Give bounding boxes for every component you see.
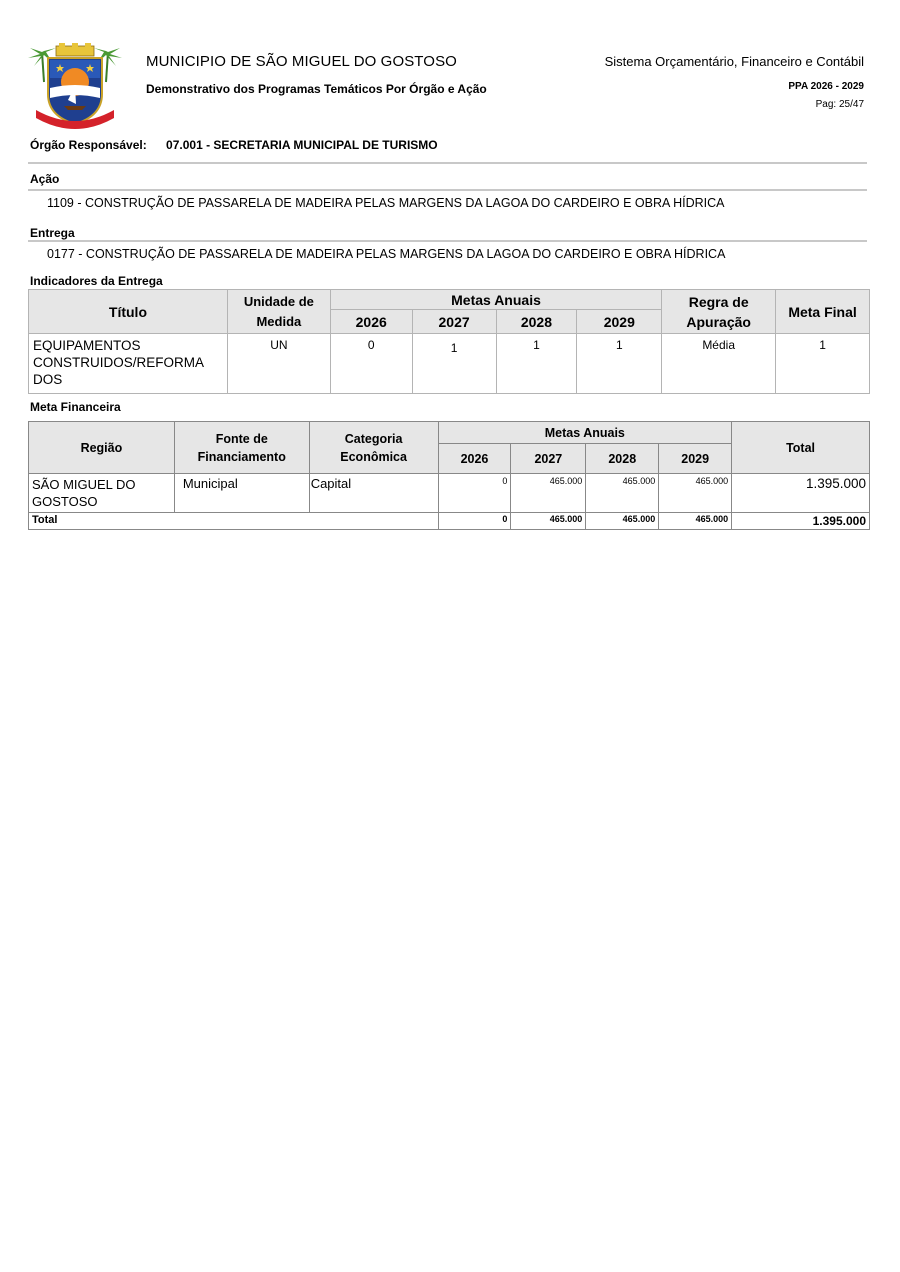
indicador-titulo: [29, 334, 228, 394]
header-unidade-line1: Unidade de: [243, 293, 314, 309]
municipality-name: MUNICIPIO DE SÃO MIGUEL DO GOSTOSO: [146, 53, 457, 70]
system-name: Sistema Orçamentário, Financeiro e Contábil: [604, 54, 864, 69]
header-unidade: [227, 290, 330, 334]
header-regiao: Região: [29, 422, 175, 474]
titulo-line: CONSTRUIDOS/REFORMA: [33, 355, 205, 370]
indicador-value: 1: [577, 334, 662, 394]
report-title: Demonstrativo dos Programas Temáticos Por Órgão e Ação: [146, 82, 487, 96]
municipal-coat-of-arms: [28, 42, 122, 130]
regiao-line: GOSTOSO: [32, 494, 98, 509]
indicador-value: 0: [330, 334, 412, 394]
indicador-value: 1: [496, 334, 577, 394]
header-regra-line1: Regra de: [688, 293, 749, 310]
total-grand: 1.395.000: [732, 513, 870, 530]
header-year: 2028: [496, 310, 577, 334]
header-metas-anuais: Metas Anuais: [438, 422, 732, 444]
indicador-meta-final: 1: [776, 334, 870, 394]
divider: [28, 189, 867, 191]
header-year: 2029: [577, 310, 662, 334]
total-row: [29, 513, 870, 530]
financeira-value: 465.000: [511, 474, 586, 513]
financeira-categoria: Capital: [309, 474, 438, 513]
header-year: 2027: [412, 310, 496, 334]
header-regra-line2: Apuração: [686, 313, 751, 330]
table-row: [29, 334, 870, 394]
titulo-line: EQUIPAMENTOS: [33, 338, 141, 353]
divider: [28, 240, 867, 242]
header-fonte: [174, 422, 309, 474]
total-label: Total: [29, 513, 439, 530]
header-meta-final: Meta Final: [776, 290, 870, 334]
header-titulo: Título: [29, 290, 228, 334]
financeira-total: 1.395.000: [732, 474, 870, 513]
page-number: Pag: 25/47: [815, 99, 864, 110]
indicadores-label: Indicadores da Entrega: [30, 274, 163, 288]
header-fonte-line1: Fonte de: [215, 431, 268, 446]
header-year: 2026: [330, 310, 412, 334]
header-year: 2029: [659, 444, 732, 474]
orgao-value: 07.001 - SECRETARIA MUNICIPAL DE TURISMO: [166, 138, 438, 152]
header-fonte-line2: Financiamento: [197, 449, 286, 464]
total-value: 465.000: [586, 513, 659, 530]
indicador-regra: Média: [662, 334, 776, 394]
acao-value: 1109 - CONSTRUÇÃO DE PASSARELA DE MADEIRA PELAS MARGENS DA LAGOA DO CARDEIRO E OBRA HÍDRICA: [47, 196, 725, 210]
financeira-regiao: [29, 474, 175, 513]
header-year: 2027: [511, 444, 586, 474]
total-value: 465.000: [659, 513, 732, 530]
header-unidade-line2: Medida: [256, 313, 302, 329]
header-total: Total: [732, 422, 870, 474]
table-row: [29, 474, 870, 513]
header-categoria-line2: Econômica: [340, 449, 407, 464]
acao-label: Ação: [30, 172, 60, 186]
titulo-line: DOS: [33, 372, 63, 387]
orgao-responsavel: [30, 138, 438, 152]
header-regra: [662, 290, 776, 334]
total-value: 465.000: [511, 513, 586, 530]
header-metas-anuais: Metas Anuais: [330, 290, 661, 310]
financeira-value: 465.000: [659, 474, 732, 513]
header-categoria-line1: Categoria: [344, 431, 403, 446]
entrega-label: Entrega: [30, 226, 75, 240]
entrega-value: 0177 - CONSTRUÇÃO DE PASSARELA DE MADEIRA PELAS MARGENS DA LAGOA DO CARDEIRO E OBRA HÍDRICA: [47, 247, 726, 261]
indicadores-table: [28, 289, 870, 394]
orgao-label: Órgão Responsável:: [30, 138, 147, 152]
financeira-value: 465.000: [586, 474, 659, 513]
header-year: 2028: [586, 444, 659, 474]
indicador-value: 1: [412, 334, 496, 394]
divider: [28, 162, 867, 164]
indicador-unidade: UN: [227, 334, 330, 394]
regiao-line: SÃO MIGUEL DO: [32, 477, 136, 492]
ppa-period: PPA 2026 - 2029: [788, 81, 864, 92]
financeira-value: 0: [438, 474, 511, 513]
header-year: 2026: [438, 444, 511, 474]
financeira-fonte: Municipal: [174, 474, 309, 513]
header-categoria: [309, 422, 438, 474]
total-value: 0: [438, 513, 511, 530]
meta-financeira-label: Meta Financeira: [30, 400, 121, 414]
meta-financeira-table: [28, 421, 870, 530]
